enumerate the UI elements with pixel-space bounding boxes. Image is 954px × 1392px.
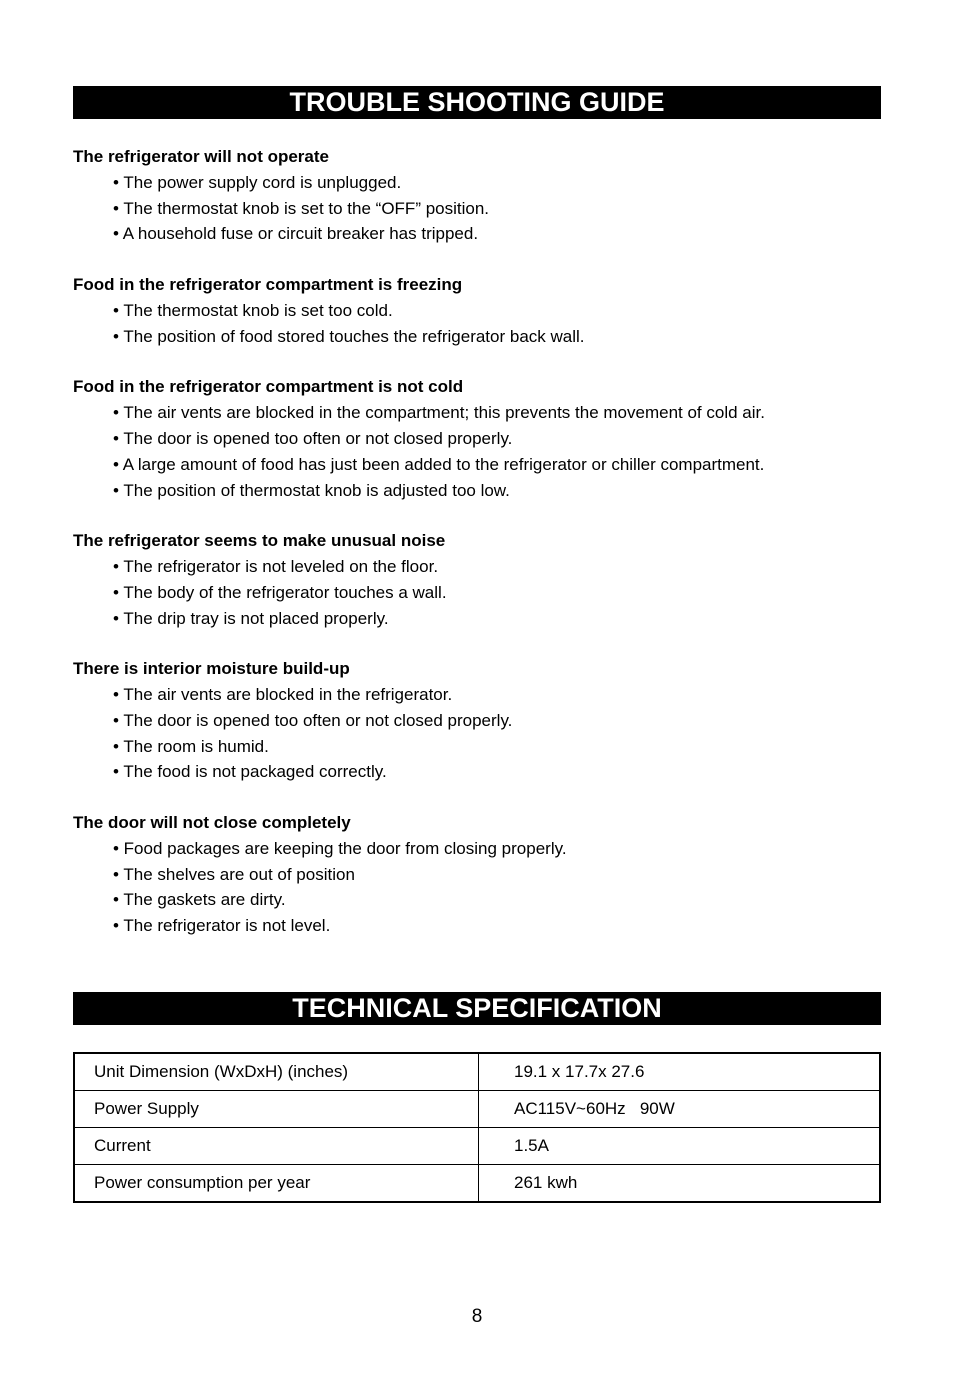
- list-item: • The air vents are blocked in the compartment; this prevents the movement of cold air.: [113, 403, 765, 423]
- spec-value: 261 kwh: [479, 1165, 881, 1203]
- troubleshooting-sections: [73, 144, 881, 964]
- troubleshooting-heading: TROUBLE SHOOTING GUIDE: [73, 86, 881, 119]
- page-number: 8: [471, 1306, 483, 1327]
- spec-label: Power Supply: [74, 1091, 479, 1128]
- troubleshooting-section: [73, 810, 881, 939]
- list-item: • The door is opened too often or not closed properly.: [113, 429, 513, 449]
- section-title: The door will not close completely: [73, 813, 351, 832]
- list-item: • The position of thermostat knob is adjusted too low.: [113, 480, 510, 500]
- spec-label: Power consumption per year: [74, 1165, 479, 1203]
- troubleshooting-section: [73, 272, 881, 349]
- list-item: • The thermostat knob is set to the “OFF” position.: [113, 198, 490, 218]
- spec-value: AC115V~60Hz 90W: [479, 1091, 881, 1128]
- list-item: • The shelves are out of position: [113, 864, 355, 884]
- list-item: • The drip tray is not placed properly.: [113, 608, 389, 628]
- list-item: • The power supply cord is unplugged.: [113, 173, 402, 192]
- table-row: [74, 1053, 880, 1091]
- list-item: • Food packages are keeping the door from closing properly.: [113, 839, 567, 858]
- list-item: • The gaskets are dirty.: [113, 890, 286, 910]
- section-title: The refrigerator will not operate: [73, 147, 329, 166]
- spec-value: 1.5A: [479, 1128, 881, 1165]
- specification-table: [73, 1052, 881, 1203]
- section-title: The refrigerator seems to make unusual noise: [73, 531, 446, 551]
- list-item: • The refrigerator is not leveled on the floor.: [113, 557, 439, 577]
- table-row: [74, 1128, 880, 1165]
- list-item: • A household fuse or circuit breaker has tripped.: [113, 224, 479, 244]
- list-item: • The body of the refrigerator touches a wall.: [113, 582, 447, 602]
- list-item: • The position of food stored touches the refrigerator back wall.: [113, 326, 585, 346]
- troubleshooting-section: [73, 656, 881, 785]
- section-title: Food in the refrigerator compartment is not cold: [73, 377, 464, 397]
- specification-heading: TECHNICAL SPECIFICATION: [73, 992, 881, 1025]
- list-item: • The food is not packaged correctly.: [113, 762, 387, 782]
- section-title: There is interior moisture build-up: [73, 659, 350, 679]
- table-row: [74, 1165, 880, 1203]
- spec-label: Unit Dimension (WxDxH) (inches): [74, 1053, 479, 1091]
- troubleshooting-section: [73, 374, 881, 503]
- list-item: • The thermostat knob is set too cold.: [113, 301, 393, 321]
- table-row: [74, 1091, 880, 1128]
- spec-label: Current: [74, 1128, 479, 1165]
- list-item: • The room is humid.: [113, 736, 269, 756]
- troubleshooting-section: [73, 528, 881, 631]
- section-title: Food in the refrigerator compartment is freezing: [73, 275, 463, 295]
- troubleshooting-section: [73, 144, 881, 247]
- list-item: • The refrigerator is not level.: [113, 916, 331, 936]
- list-item: • The air vents are blocked in the refrigerator.: [113, 685, 453, 705]
- spec-value: 19.1 x 17.7x 27.6: [479, 1053, 881, 1091]
- list-item: • The door is opened too often or not closed properly.: [113, 710, 513, 730]
- list-item: • A large amount of food has just been added to the refrigerator or chiller compartment.: [113, 454, 765, 474]
